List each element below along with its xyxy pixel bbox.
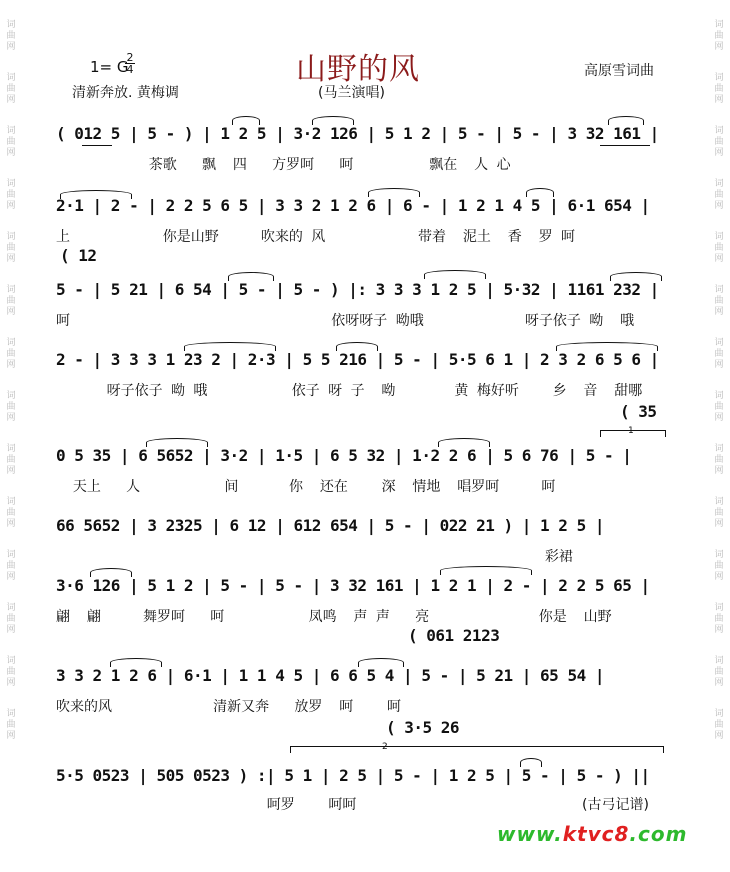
site-name: ktvc8: [562, 822, 630, 846]
slur: [146, 438, 208, 447]
watermark-char: 网: [714, 519, 724, 529]
watermark-char: 网: [714, 95, 724, 105]
watermark-char: 词: [6, 550, 16, 560]
lyric-line: 吹来的风 清新又奔 放罗 呵 呵: [56, 699, 402, 715]
watermark-char: 曲: [6, 455, 16, 465]
coda-bracket-notes: ( 3·5 26: [386, 718, 460, 737]
watermark-char: 网: [714, 201, 724, 211]
lyric-line: 上 你是山野 吹来的 风 带着 泥土 香 罗 呵: [56, 229, 576, 245]
watermark-char: 词: [6, 20, 16, 30]
score-line: [0, 516, 730, 576]
watermark-char: 词: [714, 232, 724, 242]
watermark-char: 曲: [714, 455, 724, 465]
site-watermark: [497, 822, 687, 846]
watermark-char: 网: [6, 731, 16, 741]
watermark-char: 网: [714, 307, 724, 317]
watermark-char: 词: [714, 73, 724, 83]
watermark-char: 网: [714, 148, 724, 158]
watermark-char: 网: [6, 42, 16, 52]
time-signature-bottom: 4: [126, 63, 134, 76]
slur: [438, 438, 490, 447]
watermark-char: 词: [6, 285, 16, 295]
watermark-char: 曲: [714, 667, 724, 677]
watermark-char: 网: [714, 625, 724, 635]
transcriber-credit: (古弓记谱): [582, 797, 649, 813]
score-line: [0, 576, 730, 636]
watermark-char: 词: [714, 497, 724, 507]
watermark-char: 曲: [714, 561, 724, 571]
score-line: [0, 626, 730, 726]
watermark-char: 词: [714, 709, 724, 719]
slur: [90, 568, 132, 577]
watermark-char: 网: [6, 625, 16, 635]
watermark-char: 网: [714, 572, 724, 582]
slur: [312, 116, 354, 125]
interlude-bracket-notes: ( 35: [620, 402, 657, 421]
watermark-char: 词: [714, 444, 724, 454]
watermark-char: 词: [6, 232, 16, 242]
first-ending-number: 1: [628, 426, 634, 436]
watermark-char: 词: [6, 444, 16, 454]
watermark-char: 词: [714, 391, 724, 401]
slur: [520, 758, 542, 767]
slur: [424, 270, 486, 279]
watermark-char: 网: [714, 678, 724, 688]
watermark-char: 网: [6, 307, 16, 317]
watermark-char: 词: [714, 603, 724, 613]
watermark-char: 曲: [6, 402, 16, 412]
watermark-char: 曲: [6, 296, 16, 306]
watermark-char: 词: [6, 391, 16, 401]
watermark-char: 曲: [714, 296, 724, 306]
watermark-char: 曲: [6, 614, 16, 624]
watermark-char: 曲: [714, 84, 724, 94]
underline-beam: [82, 145, 112, 146]
watermark-char: 网: [714, 731, 724, 741]
watermark-char: 曲: [6, 720, 16, 730]
notation-line: 5 - | 5 21 | 6 54 | 5 - | 5 - ) |: 3 3 3 1 2 5 | 5·32 | 1161 232 |: [56, 280, 659, 299]
watermark-char: 网: [714, 466, 724, 476]
watermark-char: 曲: [714, 31, 724, 41]
time-signature: [124, 52, 136, 75]
watermark-char: 词: [6, 656, 16, 666]
slur: [232, 116, 260, 125]
slur: [608, 116, 644, 125]
site-suffix: .com: [629, 822, 688, 846]
watermark-char: 词: [714, 285, 724, 295]
watermark-char: 网: [714, 254, 724, 264]
notation-line: 66 5652 | 3 2325 | 6 12 | 612 654 | 5 - | 022 21 ) | 1 2 5 |: [56, 516, 604, 535]
watermark-char: 词: [714, 179, 724, 189]
watermark-char: 曲: [714, 243, 724, 253]
slur: [610, 272, 662, 281]
watermark-char: 词: [714, 656, 724, 666]
slur: [110, 658, 162, 667]
watermark-char: 曲: [714, 720, 724, 730]
watermark-char: 曲: [6, 561, 16, 571]
watermark-char: 曲: [6, 190, 16, 200]
notation-line: 2·1 | 2 - | 2 2 5 6 5 | 3 3 2 1 2 6 | 6 - | 1 2 1 4 5 | 6·1 654 |: [56, 196, 650, 215]
watermark-char: 词: [6, 179, 16, 189]
score-line: [0, 280, 730, 340]
watermark-char: 词: [714, 20, 724, 30]
slur: [184, 342, 276, 351]
notation-line: 2 - | 3 3 3 1 23 2 | 2·3 | 5 5 216 | 5 - | 5·5 6 1 | 2 3 2 6 5 6 |: [56, 350, 659, 369]
notation-line: 3 3 2 1 2 6 | 6·1 | 1 1 4 5 | 6 6 5 4 | 5 - | 5 21 | 65 54 |: [56, 666, 604, 685]
watermark-char: 词: [714, 126, 724, 136]
watermark-char: 词: [6, 603, 16, 613]
watermark-char: 网: [6, 201, 16, 211]
watermark-char: 词: [6, 126, 16, 136]
score-line: [0, 350, 730, 410]
notation-line: 0 5 35 | 6 5652 | 3·2 | 1·5 | 6 5 32 | 1·2 2 6 | 5 6 76 | 5 - |: [56, 446, 632, 465]
watermark-char: 网: [6, 519, 16, 529]
watermark-char: 词: [6, 709, 16, 719]
watermark-char: 网: [714, 413, 724, 423]
watermark-char: 网: [6, 572, 16, 582]
lyric-line: 天上 人 间 你 还在 深 情地 唱罗呵 呵: [56, 479, 556, 495]
lyric-line: 呵罗 呵呵: [56, 797, 357, 813]
notation-line: 3·6 126 | 5 1 2 | 5 - | 5 - | 3 32 161 | 1 2 1 | 2 - | 2 2 5 65 |: [56, 576, 650, 595]
slur: [556, 342, 658, 351]
watermark-char: 网: [714, 42, 724, 52]
song-title: 山野的风: [296, 52, 420, 87]
watermark-char: 词: [714, 550, 724, 560]
watermark-char: 网: [6, 466, 16, 476]
watermark-char: 词: [714, 338, 724, 348]
key-signature: 1= G: [90, 58, 129, 76]
watermark-char: 曲: [714, 614, 724, 624]
slur: [60, 190, 132, 199]
watermark-char: 曲: [714, 137, 724, 147]
intro-bracket-notes: ( 12: [60, 246, 97, 265]
lyric-line: 彩裙: [56, 549, 573, 565]
watermark-char: 网: [6, 360, 16, 370]
watermark-char: 曲: [6, 31, 16, 41]
score-line: [0, 402, 730, 506]
slur: [526, 188, 554, 197]
watermark-char: 曲: [6, 349, 16, 359]
composer-credit: 高原雪词曲: [584, 63, 654, 79]
interlude-bracket-notes: ( 061 2123: [408, 626, 500, 645]
watermark-char: 曲: [6, 84, 16, 94]
watermark-char: 网: [6, 678, 16, 688]
score-line: [0, 124, 730, 184]
watermark-char: 网: [6, 254, 16, 264]
second-ending-number: 2: [382, 742, 388, 752]
performance-style: 清新奔放. 黄梅调: [72, 85, 179, 101]
notation-line: 5·5 0523 | 505 0523 ) :| 5 1 | 2 5 | 5 - | 1 2 5 | 5 - | 5 - ) ||: [56, 766, 650, 785]
watermark-char: 曲: [6, 508, 16, 518]
watermark-char: 词: [6, 497, 16, 507]
watermark-char: 网: [6, 95, 16, 105]
site-prefix: www.: [497, 822, 563, 846]
watermark-char: 词: [6, 73, 16, 83]
slur: [336, 342, 378, 351]
watermark-char: 网: [714, 360, 724, 370]
watermark-char: 曲: [714, 402, 724, 412]
watermark-char: 曲: [714, 508, 724, 518]
lyric-line: 茶歌 飘 四 方罗呵 呵 飘在 人 心: [56, 157, 511, 173]
notation-line: ( 012 5 | 5 - ) | 1 2 5 | 3·2 126 | 5 1 2 | 5 - | 5 - | 3 32 161 |: [56, 124, 659, 143]
lyric-line: 翩 翩 舞罗呵 呵 凤鸣 声 声 亮 你是 山野: [56, 609, 612, 625]
slur: [440, 566, 532, 575]
watermark-char: 网: [6, 148, 16, 158]
slur: [228, 272, 274, 281]
watermark-char: 曲: [714, 349, 724, 359]
watermark-char: 网: [6, 413, 16, 423]
watermark-char: 曲: [6, 243, 16, 253]
underline-beam: [600, 145, 650, 146]
time-signature-top: 2: [126, 51, 134, 64]
lyric-line: 呵 依呀呀子 呦哦 呀子依子 呦 哦: [56, 313, 635, 329]
slur: [358, 658, 404, 667]
lyric-line: 呀子依子 呦 哦 依子 呀 子 呦 黄 梅好听 乡 音 甜哪: [56, 383, 643, 399]
watermark-char: 曲: [6, 137, 16, 147]
singer-credit: (马兰演唱): [318, 85, 385, 101]
slur: [368, 188, 420, 197]
watermark-char: 词: [6, 338, 16, 348]
second-ending-bracket: [290, 746, 664, 753]
watermark-char: 曲: [714, 190, 724, 200]
score-line: [0, 196, 730, 265]
watermark-char: 曲: [6, 667, 16, 677]
